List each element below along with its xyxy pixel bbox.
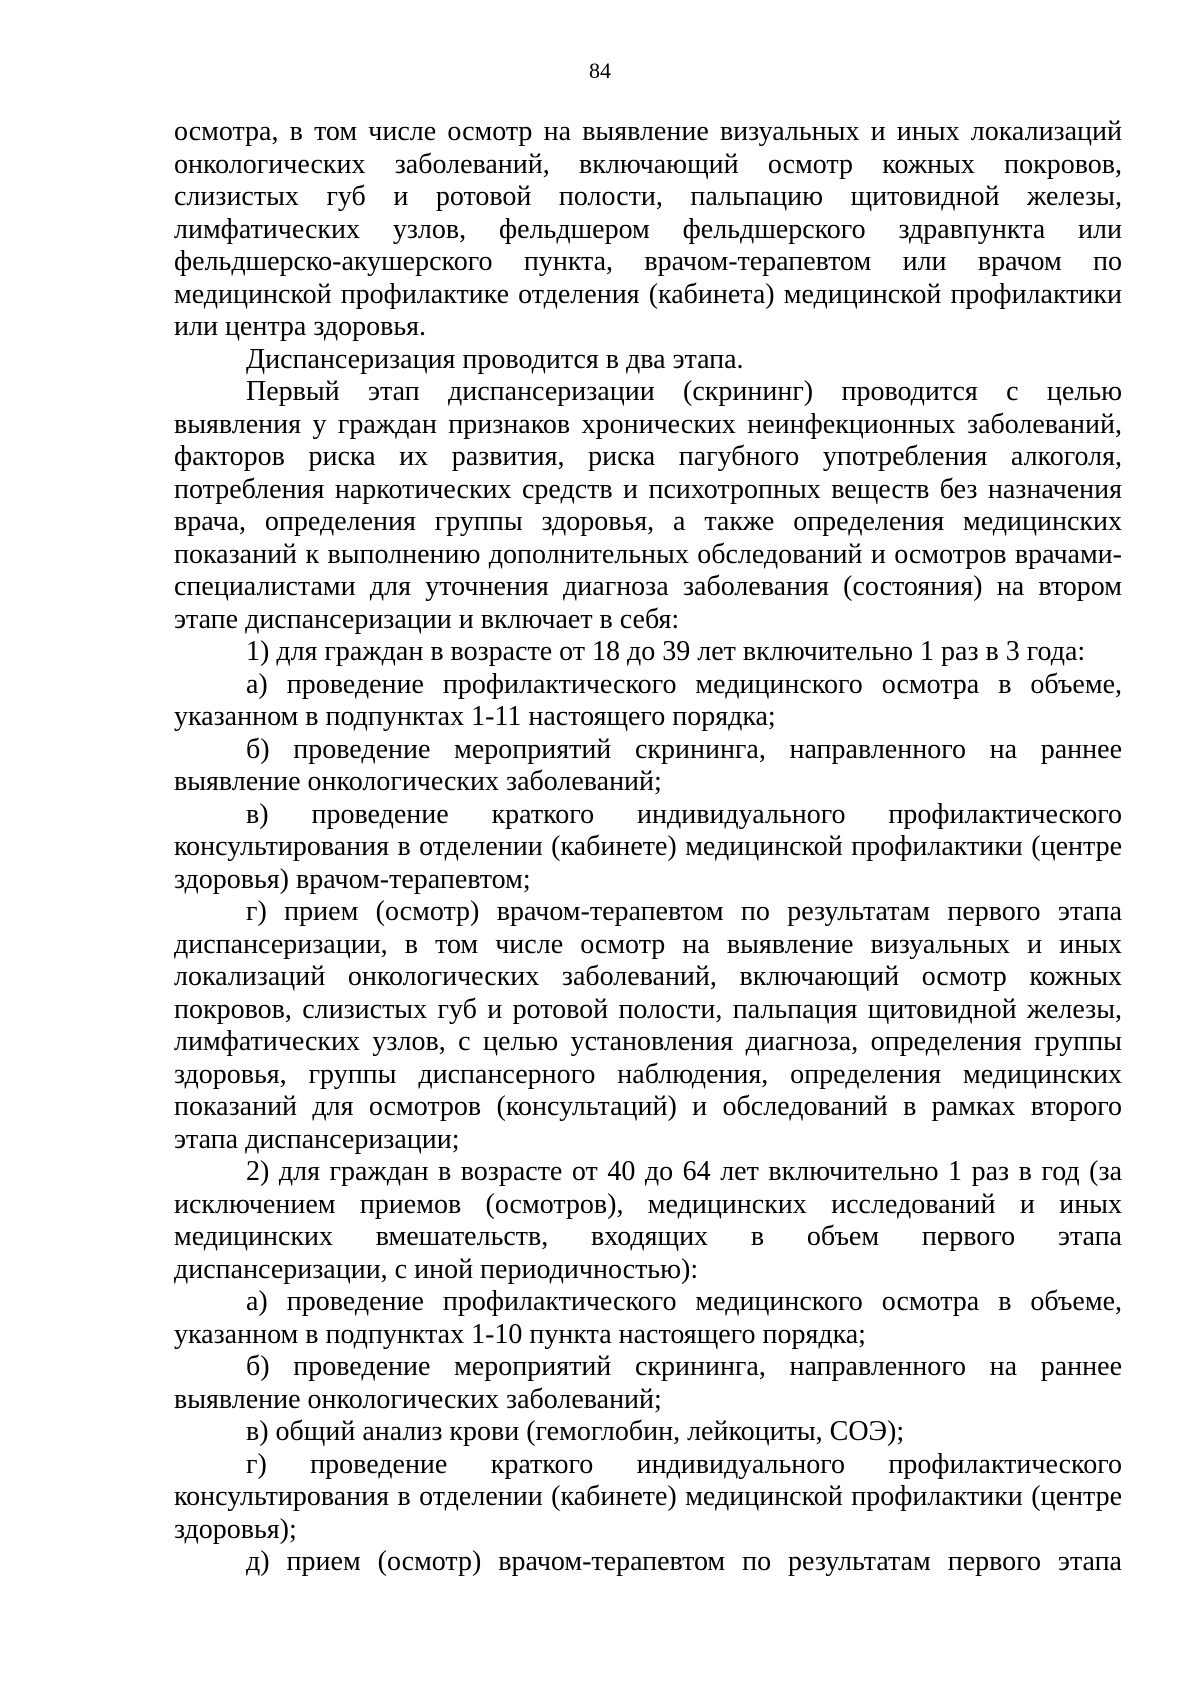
- list-item-age-18-39: 1) для граждан в возрасте от 18 до 39 лет включительно 1 раз в 3 года:: [246, 636, 1086, 667]
- list-item-v-1: в) проведение краткого индивидуального профилактического консультирования в отделении (кабинете) медицинской профилактики (центре здоровья) врачом-терапевтом;: [174, 798, 1122, 895]
- document-body: [174, 116, 1122, 1579]
- paragraph-first-stage: Первый этап диспансеризации (скрининг) проводится с целью выявления у граждан признаков хронических неинфекционных заболеваний, факторов риска их развития, риска пагубного употребления алкоголя, потребления наркотических средств и психотропных веществ без назначения врача, определения группы здоровья, а также определения медицинских показаний к выполнению дополнительных обследований и осмотров врачами-специалистами для уточнения диагноза заболевания (состояния) на втором этапе диспансеризации и включает в себя:: [174, 376, 1122, 635]
- paragraph-continuation: осмотра, в том числе осмотр на выявление визуальных и иных локализаций онкологических заболеваний, включающий осмотр кожных покровов, слизистых губ и ротовой полости, пальпацию щитовидной железы, лимфатических узлов, фельдшером фельдшерского здравпункта или фельдшерско-акушерского пункта, врачом-терапевтом или врачом по медицинской профилактике отделения (кабинета) медицинской профилактики или центра здоровья.: [174, 116, 1122, 342]
- list-item-v-2: в) общий анализ крови (гемоглобин, лейкоциты, СОЭ);: [246, 1416, 905, 1447]
- list-item-b-1: б) проведение мероприятий скрининга, направленного на раннее выявление онкологических заболеваний;: [174, 733, 1122, 797]
- list-item-d-2: д) прием (осмотр) врачом-терапевтом по результатам первого этапа: [246, 1546, 1122, 1577]
- list-item-a-2: а) проведение профилактического медицинского осмотра в объеме, указанном в подпунктах 1-10 пункта настоящего порядка;: [174, 1286, 1122, 1350]
- list-item-g-1: г) прием (осмотр) врачом-терапевтом по результатам первого этапа диспансеризации, в том числе осмотр на выявление визуальных и иных локализаций онкологических заболеваний, включающий осмотр кожных покровов, слизистых губ и ротовой полости, пальпация щитовидной железы, лимфатических узлов, с целью установления диагноза, определения группы здоровья, группы диспансерного наблюдения, определения медицинских показаний для осмотров (консультаций) и обследований в рамках второго этапа диспансеризации;: [174, 896, 1122, 1155]
- list-item-g-2: г) проведение краткого индивидуального профилактического консультирования в отделении (кабинете) медицинской профилактики (центре здоровья);: [174, 1448, 1122, 1545]
- list-item-a-1: а) проведение профилактического медицинского осмотра в объеме, указанном в подпунктах 1-11 настоящего порядка;: [174, 668, 1122, 732]
- paragraph-two-stages: Диспансеризация проводится в два этапа.: [246, 343, 744, 375]
- page-number: 84: [589, 58, 611, 83]
- list-item-age-40-64: 2) для граждан в возрасте от 40 до 64 лет включительно 1 раз в год (за исключением приемов (осмотров), медицинских исследований и иных медицинских вмешательств, входящих в объем первого этапа диспансеризации, с иной периодичностью):: [174, 1156, 1122, 1285]
- list-item-b-2: б) проведение мероприятий скрининга, направленного на раннее выявление онкологических заболеваний;: [174, 1351, 1122, 1415]
